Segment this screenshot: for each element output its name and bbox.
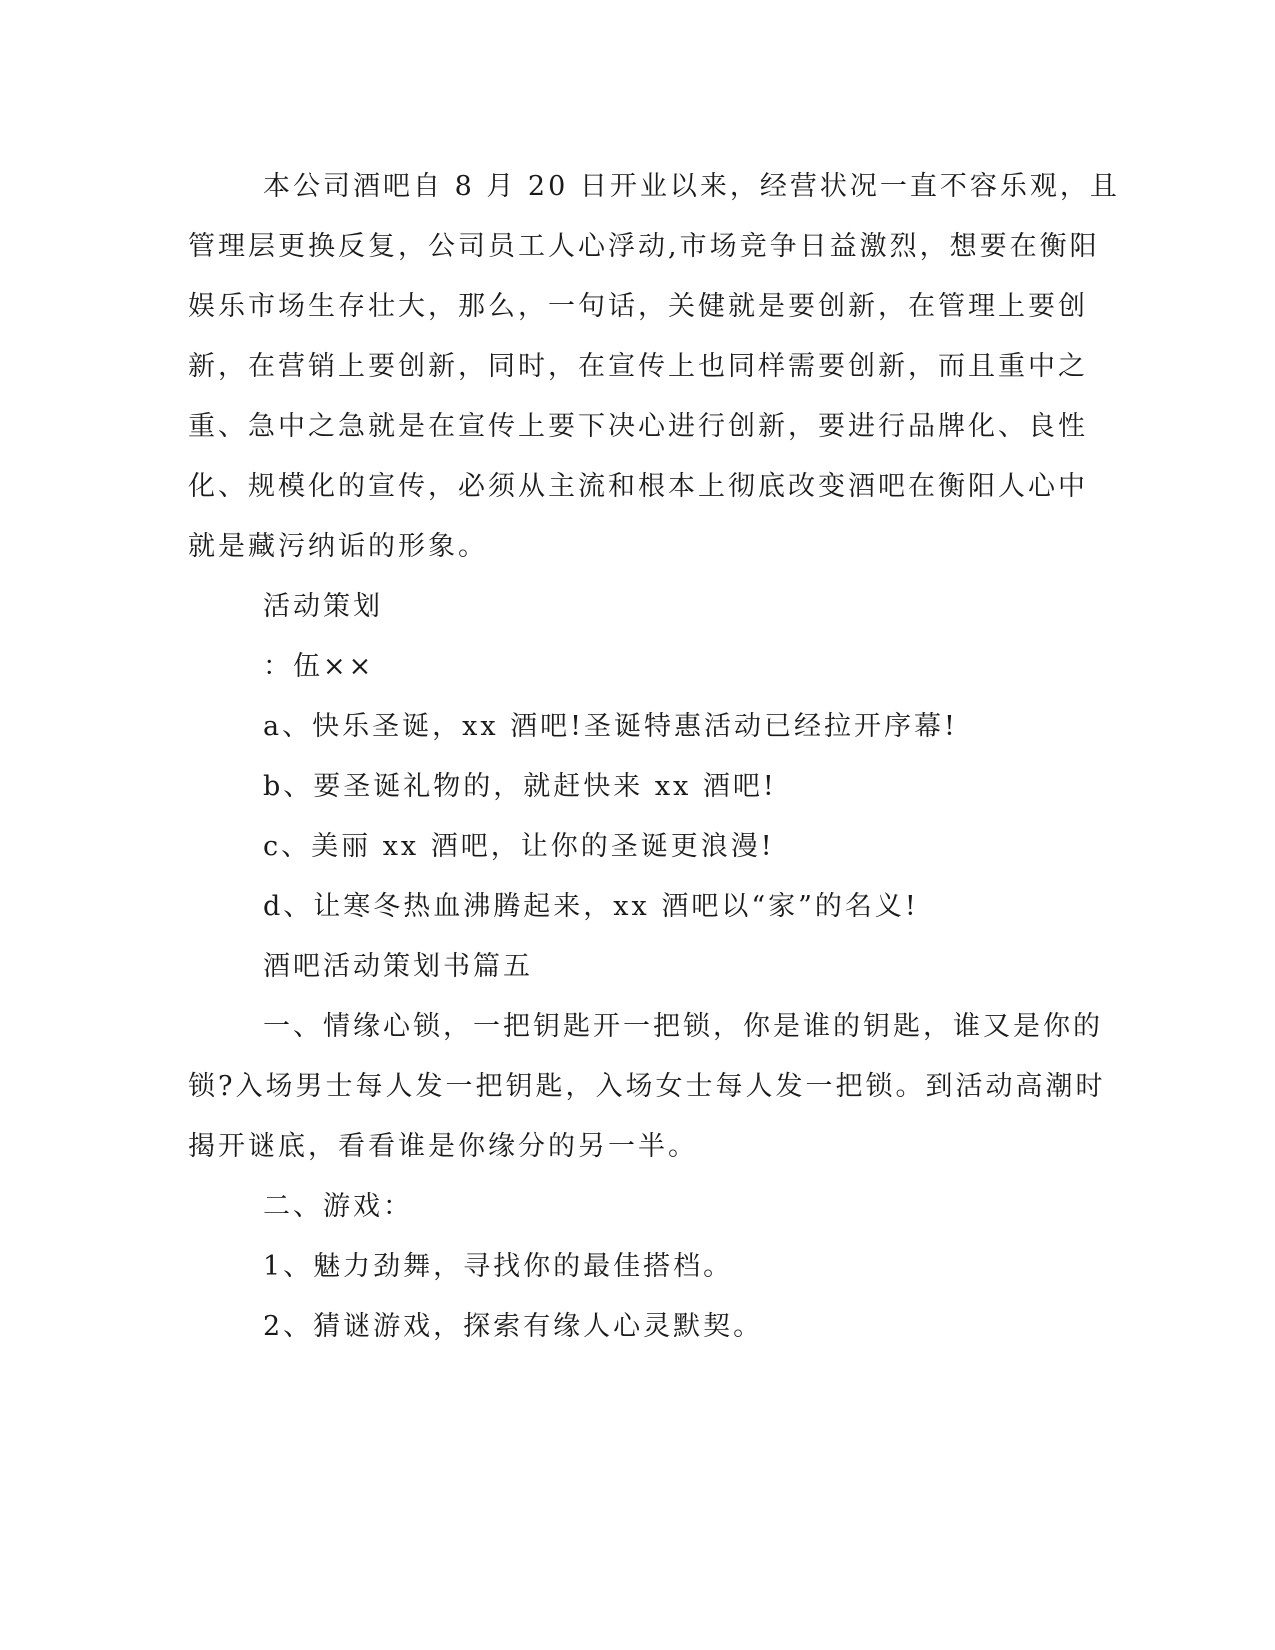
slogan-item: b、要圣诞礼物的，就赶快来 xx 酒吧! <box>263 771 777 802</box>
intro-line: 管理层更换反复，公司员工人心浮动,市场竞争日益激烈，想要在衡阳 <box>188 231 1100 262</box>
intro-line: 娱乐市场生存壮大，那么，一句话，关健就是要创新，在管理上要创 <box>188 291 1088 322</box>
intro-line: 重、急中之急就是在宣传上要下决心进行创新，要进行品牌化、良性 <box>188 411 1088 442</box>
slogan-item: d、让寒冬热血沸腾起来，xx 酒吧以“家”的名义! <box>263 891 919 922</box>
slogan-item: c、美丽 xx 酒吧，让你的圣诞更浪漫! <box>263 831 775 862</box>
activity-heading: 活动策划 <box>263 591 383 622</box>
intro-line: 化、规模化的宣传，必须从主流和根本上彻底改变酒吧在衡阳人心中 <box>188 471 1088 502</box>
intro-line: 新，在营销上要创新，同时，在宣传上也同样需要创新，而且重中之 <box>188 351 1088 382</box>
game-item: 1、魅力劲舞，寻找你的最佳搭档。 <box>263 1251 734 1282</box>
item-one-line: 锁?入场男士每人发一把钥匙，入场女士每人发一把锁。到活动高潮时 <box>188 1071 1106 1102</box>
document-body <box>188 157 1120 1357</box>
author-line: ：伍×× <box>263 651 375 682</box>
game-item: 2、猜谜游戏，探索有缘人心灵默契。 <box>263 1311 764 1342</box>
slogan-item: a、快乐圣诞，xx 酒吧!圣诞特惠活动已经拉开序幕! <box>263 711 958 742</box>
item-one-line: 一、情缘心锁，一把钥匙开一把锁，你是谁的钥匙，谁又是你的 <box>263 1011 1103 1042</box>
section-title: 酒吧活动策划书篇五 <box>263 951 533 982</box>
intro-line: 本公司酒吧自 8 月 20 日开业以来，经营状况一直不容乐观，且 <box>263 171 1120 202</box>
item-one-line: 揭开谜底，看看谁是你缘分的另一半。 <box>188 1131 698 1162</box>
intro-line: 就是藏污纳诟的形象。 <box>188 531 488 562</box>
item-two-heading: 二、游戏： <box>263 1191 413 1222</box>
